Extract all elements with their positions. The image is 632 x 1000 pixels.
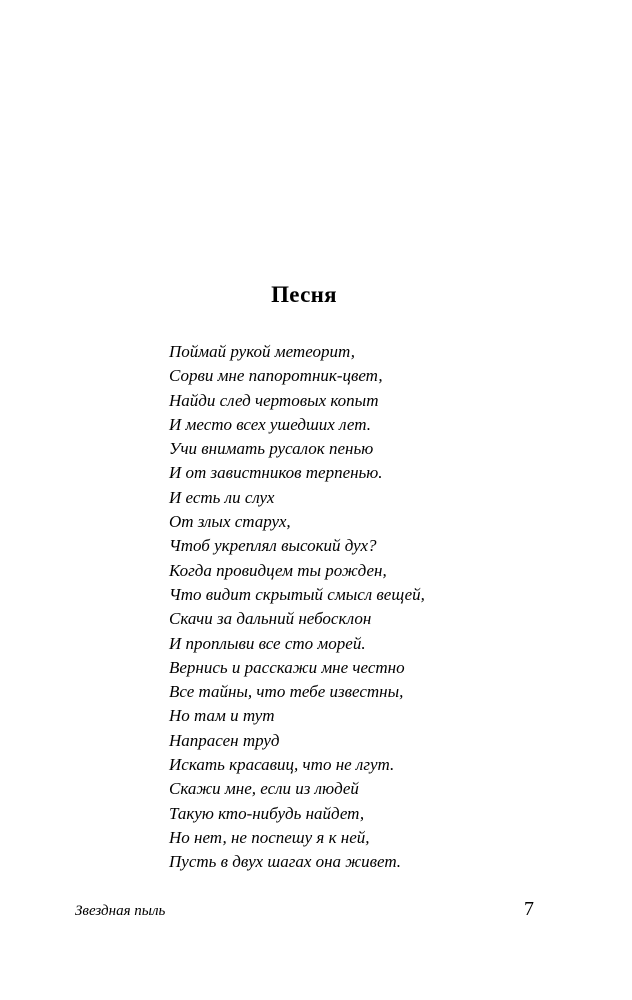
poem-line: Сорви мне папоротник-цвет, xyxy=(169,366,383,386)
poem-line: Такую кто-нибудь найдет, xyxy=(169,803,365,823)
poem-line: Найди след чертовых копыт xyxy=(169,390,379,410)
poem-line: Скажи мне, если из людей xyxy=(169,779,359,799)
poem-line: Напрасен труд xyxy=(169,730,280,750)
poem-line: И проплыви все сто морей. xyxy=(169,633,366,653)
poem-line: Скачи за дальний небосклон xyxy=(169,609,372,629)
poem-line: Но там и тут xyxy=(169,706,275,726)
poem-line: Но нет, не поспешу я к ней, xyxy=(169,827,370,847)
poem-line: Поймай рукой метеорит, xyxy=(169,342,355,361)
poem-line: Вернись и расскажи мне честно xyxy=(169,657,405,677)
poem-line: Когда провидцем ты рожден, xyxy=(169,560,387,580)
poem-line: Что видит скрытый смысл вещей, xyxy=(169,584,425,604)
poem-line: От злых старух, xyxy=(169,512,291,532)
poem-line: Пусть в двух шагах она живет. xyxy=(169,852,402,872)
poem-line: Чтоб укреплял высокий дух? xyxy=(169,536,377,556)
poem-line: Все тайны, что тебе известны, xyxy=(169,682,404,702)
poem-line: И от завистников терпенью. xyxy=(169,463,383,483)
poem-line: Искать красавиц, что не лгут. xyxy=(169,755,395,775)
page-number: 7 xyxy=(524,898,534,920)
running-footer-book-title: Звездная пыль xyxy=(75,903,166,919)
poem-line: И есть ли слух xyxy=(169,487,275,507)
poem-line: Учи внимать русалок пенью xyxy=(169,439,374,459)
poem-title: Песня xyxy=(271,282,337,307)
poem-body xyxy=(169,340,425,875)
poem-line: И место всех ушедших лет. xyxy=(169,414,371,434)
